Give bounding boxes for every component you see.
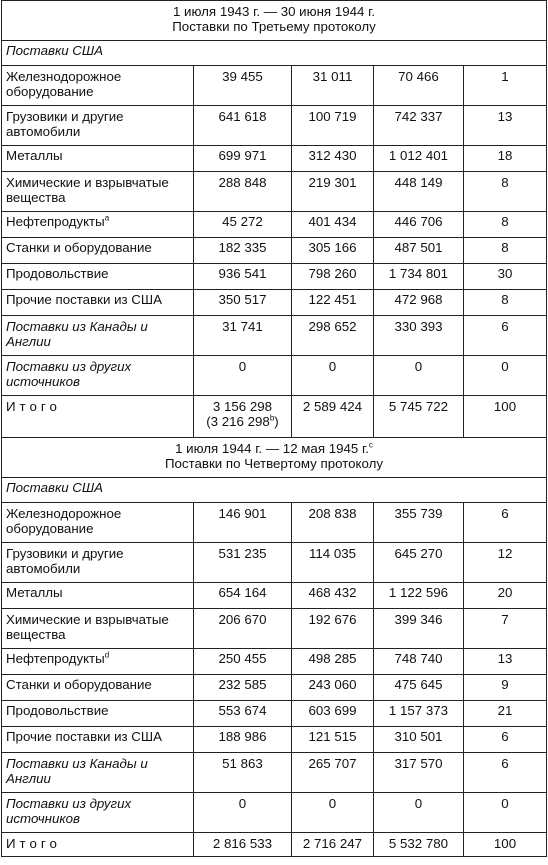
value-cell-2: 265 707 bbox=[292, 753, 374, 793]
total-value-1: 3 156 298 bbox=[212, 399, 273, 414]
row-name-cell bbox=[2, 701, 194, 727]
value-cell-1: 350 517 bbox=[194, 290, 292, 316]
percent-cell: 6 bbox=[464, 727, 547, 753]
value-cell-2: 603 699 bbox=[292, 701, 374, 727]
total-value-1-alt-close: ) bbox=[274, 414, 279, 429]
section-label: Поставки США bbox=[2, 41, 547, 66]
value-cell-1: 45 272 bbox=[194, 212, 292, 238]
value-cell-2: 305 166 bbox=[292, 238, 374, 264]
value-cell-1: 553 674 bbox=[194, 701, 292, 727]
value-cell-2: 312 430 bbox=[292, 146, 374, 172]
row-name-cell bbox=[2, 727, 194, 753]
total-label-cell bbox=[2, 396, 194, 438]
table-row bbox=[2, 503, 547, 543]
total-value-cell-3: 5 745 722 bbox=[374, 396, 464, 438]
percent-cell: 1 bbox=[464, 66, 547, 106]
value-cell-3: 472 968 bbox=[374, 290, 464, 316]
row-name: Железнодорожное оборудование bbox=[6, 69, 122, 99]
value-cell-1: 206 670 bbox=[194, 609, 292, 649]
row-name-cell bbox=[2, 503, 194, 543]
value-cell-3: 1 734 801 bbox=[374, 264, 464, 290]
table-row bbox=[2, 727, 547, 753]
section-row bbox=[2, 41, 547, 66]
value-cell-3: 70 466 bbox=[374, 66, 464, 106]
value-cell-1: 288 848 bbox=[194, 172, 292, 212]
percent-cell: 6 bbox=[464, 503, 547, 543]
row-name: Нефтепродукты bbox=[6, 651, 105, 666]
table-row bbox=[2, 583, 547, 609]
row-name: Грузовики и другие автомобили bbox=[6, 546, 124, 576]
value-cell-2: 498 285 bbox=[292, 649, 374, 675]
value-cell-2: 31 011 bbox=[292, 66, 374, 106]
row-name-cell bbox=[2, 356, 194, 396]
row-name: Продовольствие bbox=[6, 266, 109, 281]
table-row bbox=[2, 146, 547, 172]
row-name-cell bbox=[2, 238, 194, 264]
percent-cell: 30 bbox=[464, 264, 547, 290]
total-label: Итого bbox=[6, 836, 61, 851]
value-cell-2: 0 bbox=[292, 356, 374, 396]
value-cell-2: 219 301 bbox=[292, 172, 374, 212]
value-cell-2: 0 bbox=[292, 793, 374, 833]
value-cell-1: 0 bbox=[194, 793, 292, 833]
value-cell-2: 798 260 bbox=[292, 264, 374, 290]
table-row bbox=[2, 316, 547, 356]
value-cell-1: 51 863 bbox=[194, 753, 292, 793]
period-footnote-mark: c bbox=[368, 440, 373, 450]
value-cell-3: 448 149 bbox=[374, 172, 464, 212]
period-dates: 1 июля 1944 г. — 12 мая 1945 г. bbox=[175, 441, 369, 456]
value-cell-3: 645 270 bbox=[374, 543, 464, 583]
period-header-row bbox=[2, 1, 547, 41]
value-cell-1: 182 335 bbox=[194, 238, 292, 264]
percent-cell: 0 bbox=[464, 793, 547, 833]
row-name: Станки и оборудование bbox=[6, 240, 152, 255]
value-cell-2: 192 676 bbox=[292, 609, 374, 649]
total-percent-cell: 100 bbox=[464, 396, 547, 438]
total-value-cell-2: 2 589 424 bbox=[292, 396, 374, 438]
value-cell-3: 1 157 373 bbox=[374, 701, 464, 727]
value-cell-1: 654 164 bbox=[194, 583, 292, 609]
table-row bbox=[2, 212, 547, 238]
row-name: Прочие поставки из США bbox=[6, 292, 162, 307]
period-header-row bbox=[2, 438, 547, 478]
row-name: Металлы bbox=[6, 585, 63, 600]
value-cell-3: 0 bbox=[374, 793, 464, 833]
row-name: Поставки из Канады и Англии bbox=[6, 756, 148, 786]
percent-cell: 7 bbox=[464, 609, 547, 649]
period-header bbox=[2, 438, 547, 478]
total-value-1: 2 816 533 bbox=[212, 836, 273, 851]
row-name-cell bbox=[2, 66, 194, 106]
percent-cell: 20 bbox=[464, 583, 547, 609]
value-cell-2: 243 060 bbox=[292, 675, 374, 701]
table-row bbox=[2, 264, 547, 290]
percent-cell: 8 bbox=[464, 212, 547, 238]
table-row bbox=[2, 609, 547, 649]
percent-cell: 21 bbox=[464, 701, 547, 727]
value-cell-2: 100 719 bbox=[292, 106, 374, 146]
value-cell-1: 250 455 bbox=[194, 649, 292, 675]
value-cell-2: 114 035 bbox=[292, 543, 374, 583]
row-name-cell bbox=[2, 753, 194, 793]
section-label: Поставки США bbox=[2, 478, 547, 503]
value-cell-3: 742 337 bbox=[374, 106, 464, 146]
total-label-cell bbox=[2, 833, 194, 857]
row-name-cell bbox=[2, 316, 194, 356]
value-cell-3: 748 740 bbox=[374, 649, 464, 675]
total-value-1-alt: (3 216 298 bbox=[206, 414, 270, 429]
value-cell-1: 0 bbox=[194, 356, 292, 396]
table-row bbox=[2, 238, 547, 264]
row-name-cell bbox=[2, 106, 194, 146]
table-row bbox=[2, 649, 547, 675]
row-name: Грузовики и другие автомобили bbox=[6, 109, 124, 139]
row-name-cell bbox=[2, 793, 194, 833]
row-name-cell bbox=[2, 675, 194, 701]
table-row bbox=[2, 793, 547, 833]
table-row bbox=[2, 106, 547, 146]
row-footnote-mark: d bbox=[104, 650, 110, 660]
total-label: Итого bbox=[6, 399, 61, 414]
value-cell-2: 121 515 bbox=[292, 727, 374, 753]
value-cell-1: 531 235 bbox=[194, 543, 292, 583]
row-name: Станки и оборудование bbox=[6, 677, 152, 692]
percent-cell: 8 bbox=[464, 172, 547, 212]
value-cell-1: 188 986 bbox=[194, 727, 292, 753]
percent-cell: 0 bbox=[464, 356, 547, 396]
table-row bbox=[2, 66, 547, 106]
total-value-cell-2: 2 716 247 bbox=[292, 833, 374, 857]
row-name-cell bbox=[2, 146, 194, 172]
row-name: Железнодорожное оборудование bbox=[6, 506, 122, 536]
row-name: Химические и взрывчатые вещества bbox=[6, 612, 169, 642]
row-name-cell bbox=[2, 543, 194, 583]
table-row bbox=[2, 675, 547, 701]
value-cell-3: 310 501 bbox=[374, 727, 464, 753]
value-cell-2: 468 432 bbox=[292, 583, 374, 609]
period-dates: 1 июля 1943 г. — 30 июня 1944 г. bbox=[172, 4, 376, 19]
total-row bbox=[2, 833, 547, 857]
value-cell-1: 146 901 bbox=[194, 503, 292, 543]
value-cell-3: 446 706 bbox=[374, 212, 464, 238]
total-footnote-mark: b bbox=[269, 413, 275, 423]
period-protocol: Поставки по Четвертому протоколу bbox=[164, 456, 384, 471]
percent-cell: 6 bbox=[464, 753, 547, 793]
table-row bbox=[2, 543, 547, 583]
row-name-cell bbox=[2, 583, 194, 609]
percent-cell: 18 bbox=[464, 146, 547, 172]
value-cell-1: 39 455 bbox=[194, 66, 292, 106]
percent-cell: 8 bbox=[464, 238, 547, 264]
row-name: Продовольствие bbox=[6, 703, 109, 718]
table-row bbox=[2, 172, 547, 212]
row-name: Поставки из других источников bbox=[6, 796, 132, 826]
percent-cell: 12 bbox=[464, 543, 547, 583]
row-name-cell bbox=[2, 212, 194, 238]
table-row bbox=[2, 290, 547, 316]
row-name: Химические и взрывчатые вещества bbox=[6, 175, 169, 205]
percent-cell: 9 bbox=[464, 675, 547, 701]
value-cell-1: 31 741 bbox=[194, 316, 292, 356]
row-name-cell bbox=[2, 649, 194, 675]
row-name-cell bbox=[2, 172, 194, 212]
total-value-cell-1 bbox=[194, 833, 292, 857]
period-header bbox=[2, 1, 547, 41]
value-cell-3: 0 bbox=[374, 356, 464, 396]
value-cell-3: 399 346 bbox=[374, 609, 464, 649]
percent-cell: 6 bbox=[464, 316, 547, 356]
row-name: Металлы bbox=[6, 148, 63, 163]
value-cell-3: 1 012 401 bbox=[374, 146, 464, 172]
row-name: Поставки из Канады и Англии bbox=[6, 319, 148, 349]
total-value-cell-1 bbox=[194, 396, 292, 438]
total-row bbox=[2, 396, 547, 438]
row-name-cell bbox=[2, 609, 194, 649]
row-footnote-mark: a bbox=[104, 213, 110, 223]
value-cell-3: 475 645 bbox=[374, 675, 464, 701]
table-row bbox=[2, 701, 547, 727]
row-name: Поставки из других источников bbox=[6, 359, 132, 389]
table-row bbox=[2, 753, 547, 793]
total-value-cell-3: 5 532 780 bbox=[374, 833, 464, 857]
total-percent-cell: 100 bbox=[464, 833, 547, 857]
value-cell-2: 401 434 bbox=[292, 212, 374, 238]
row-name: Нефтепродукты bbox=[6, 214, 105, 229]
value-cell-3: 317 570 bbox=[374, 753, 464, 793]
table-row bbox=[2, 356, 547, 396]
value-cell-3: 487 501 bbox=[374, 238, 464, 264]
value-cell-2: 208 838 bbox=[292, 503, 374, 543]
percent-cell: 8 bbox=[464, 290, 547, 316]
value-cell-1: 641 618 bbox=[194, 106, 292, 146]
percent-cell: 13 bbox=[464, 649, 547, 675]
section-row bbox=[2, 478, 547, 503]
value-cell-2: 122 451 bbox=[292, 290, 374, 316]
value-cell-1: 699 971 bbox=[194, 146, 292, 172]
value-cell-2: 298 652 bbox=[292, 316, 374, 356]
value-cell-3: 1 122 596 bbox=[374, 583, 464, 609]
supply-table-body bbox=[2, 1, 547, 857]
value-cell-1: 232 585 bbox=[194, 675, 292, 701]
supply-table bbox=[1, 0, 547, 857]
value-cell-3: 355 739 bbox=[374, 503, 464, 543]
value-cell-3: 330 393 bbox=[374, 316, 464, 356]
row-name-cell bbox=[2, 264, 194, 290]
row-name-cell bbox=[2, 290, 194, 316]
period-protocol: Поставки по Третьему протоколу bbox=[172, 19, 376, 34]
row-name: Прочие поставки из США bbox=[6, 729, 162, 744]
value-cell-1: 936 541 bbox=[194, 264, 292, 290]
percent-cell: 13 bbox=[464, 106, 547, 146]
